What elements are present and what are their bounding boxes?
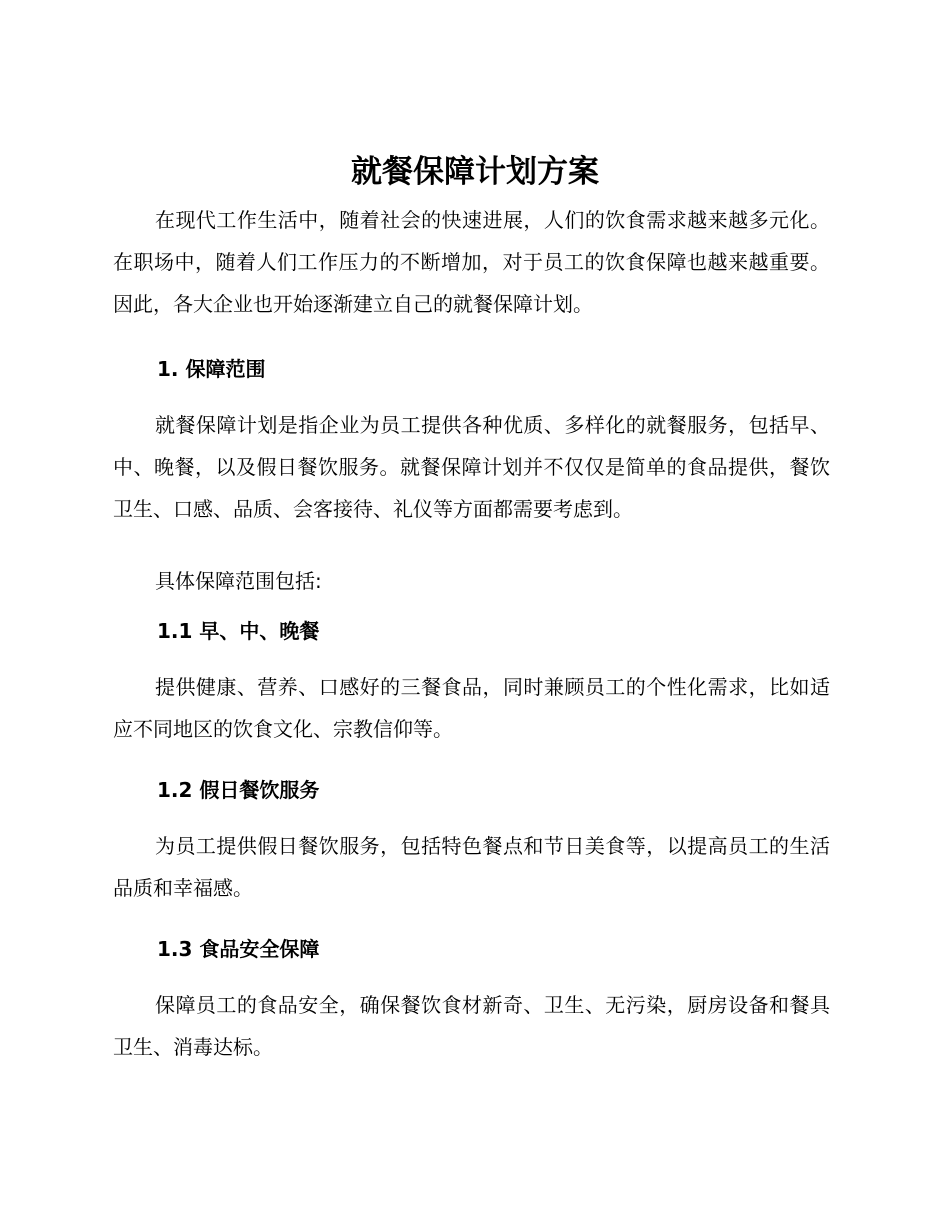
scope-paragraph: 就餐保障计划是指企业为员工提供各种优质、多样化的就餐服务，包括早、中、晚餐，以及假日餐饮服务。就餐保障计划并不仅仅是简单的食品提供，餐饮卫生、口感、品质、会客接待、礼仪等方面都需要考虑到。 <box>113 413 830 521</box>
food-safety-paragraph: 保障员工的食品安全，确保餐饮食材新奇、卫生、无污染，厨房设备和餐具卫生、消毒达标。 <box>113 993 830 1059</box>
meals-paragraph: 提供健康、营养、口感好的三餐食品，同时兼顾员工的个性化需求，比如适应不同地区的饮食文化、宗教信仰等。 <box>113 675 830 741</box>
holiday-paragraph: 为员工提供假日餐饮服务，包括特色餐点和节日美食等，以提高员工的生活品质和幸福感。 <box>113 834 830 900</box>
section-heading-meals: 1.1 早、中、晚餐 <box>157 619 320 643</box>
scope-list-intro: 具体保障范围包括: <box>155 569 322 593</box>
section-heading-food-safety: 1.3 食品安全保障 <box>157 937 320 961</box>
document-title: 就餐保障计划方案 <box>351 154 599 190</box>
section-heading-holiday: 1.2 假日餐饮服务 <box>157 778 320 802</box>
intro-paragraph: 在现代工作生活中，随着社会的快速进展，人们的饮食需求越来越多元化。在职场中，随着人们工作压力的不断增加，对于员工的饮食保障也越来越重要。因此，各大企业也开始逐渐建立自己的就餐保障计划。 <box>113 208 830 316</box>
section-heading-scope: 1. 保障范围 <box>157 357 266 381</box>
